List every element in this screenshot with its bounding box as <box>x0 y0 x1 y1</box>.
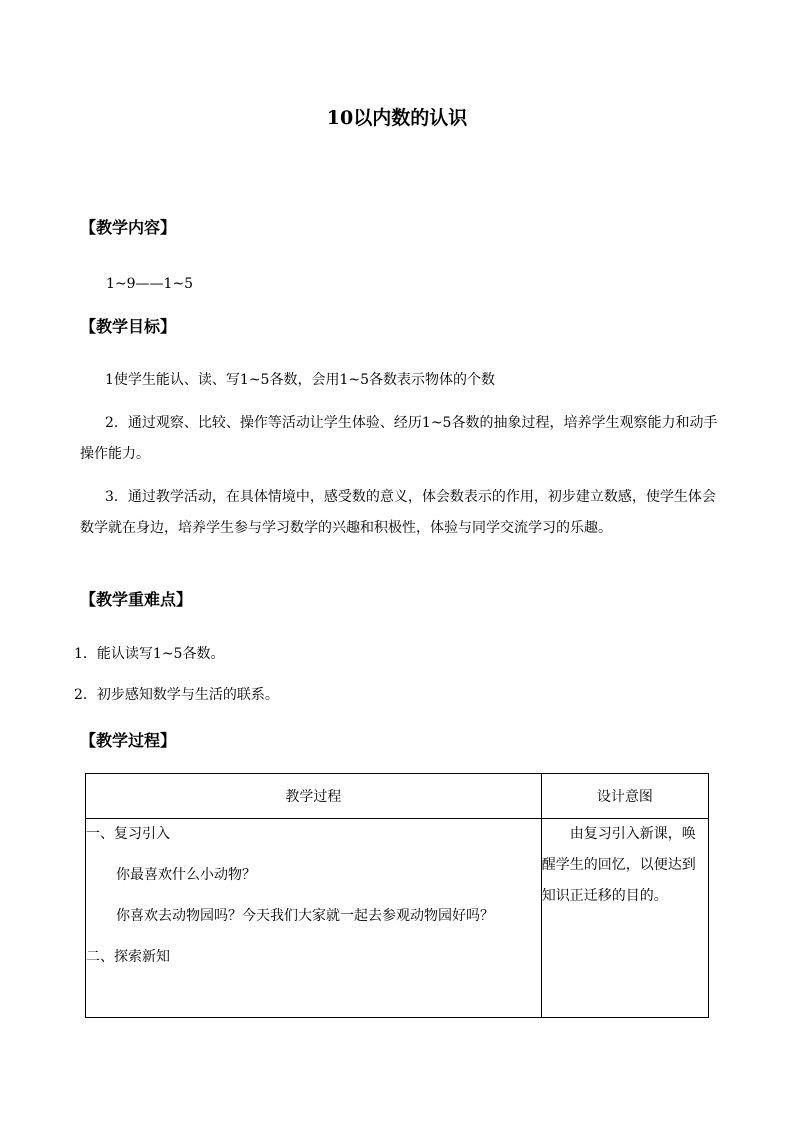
section-heading-process: 【教学过程】 <box>80 731 177 750</box>
table-cell-intent-content <box>541 819 708 1018</box>
objective-item-2: 2．通过观察、比较、操作等活动让学生体验、经历1~5各数的抽象过程，培养学生观察能力和动手操作能力。 <box>80 415 718 462</box>
objective-item-3: 3．通过教学活动，在具体情境中，感受数的意义，体会数表示的作用，初步建立数感，使学生体会数学就在身边，培养学生参与学习数学的兴趣和积极性，体验与同学交流学习的乐趣。 <box>80 489 716 536</box>
table-header-cell-process: 教学过程 <box>86 774 542 819</box>
table-cell-process-content <box>86 819 542 1018</box>
process-line-question-2: 你喜欢去动物园吗？今天我们大家就一起去参观动物园好吗？ <box>116 908 494 924</box>
section-heading-key-points: 【教学重难点】 <box>80 590 193 609</box>
objective-item-1: 1使学生能认、读、写1~5各数，会用1~5各数表示物体的个数 <box>105 372 495 388</box>
document-title: 10以内数的认识 <box>326 107 468 129</box>
table-header-row <box>86 774 709 819</box>
table-row <box>86 819 709 1018</box>
section-heading-objectives: 【教学目标】 <box>80 317 177 336</box>
lesson-process-table <box>85 773 709 1018</box>
process-line-question-1: 你最喜欢什么小动物？ <box>116 867 256 883</box>
key-point-item-1: 1．能认读写1~5各数。 <box>74 646 225 662</box>
content-text: 1~9——1~5 <box>106 276 194 292</box>
section-heading-content: 【教学内容】 <box>80 218 177 237</box>
process-line-review: 一、复习引入 <box>86 826 170 842</box>
key-point-item-2: 2．初步感知数学与生活的联系。 <box>74 687 279 703</box>
intent-text: 由复习引入新课，唤醒学生的回忆，以便达到知识正迁移的目的。 <box>541 826 696 904</box>
process-line-explore: 二、探索新知 <box>86 949 170 965</box>
table-header-cell-intent: 设计意图 <box>541 774 708 819</box>
